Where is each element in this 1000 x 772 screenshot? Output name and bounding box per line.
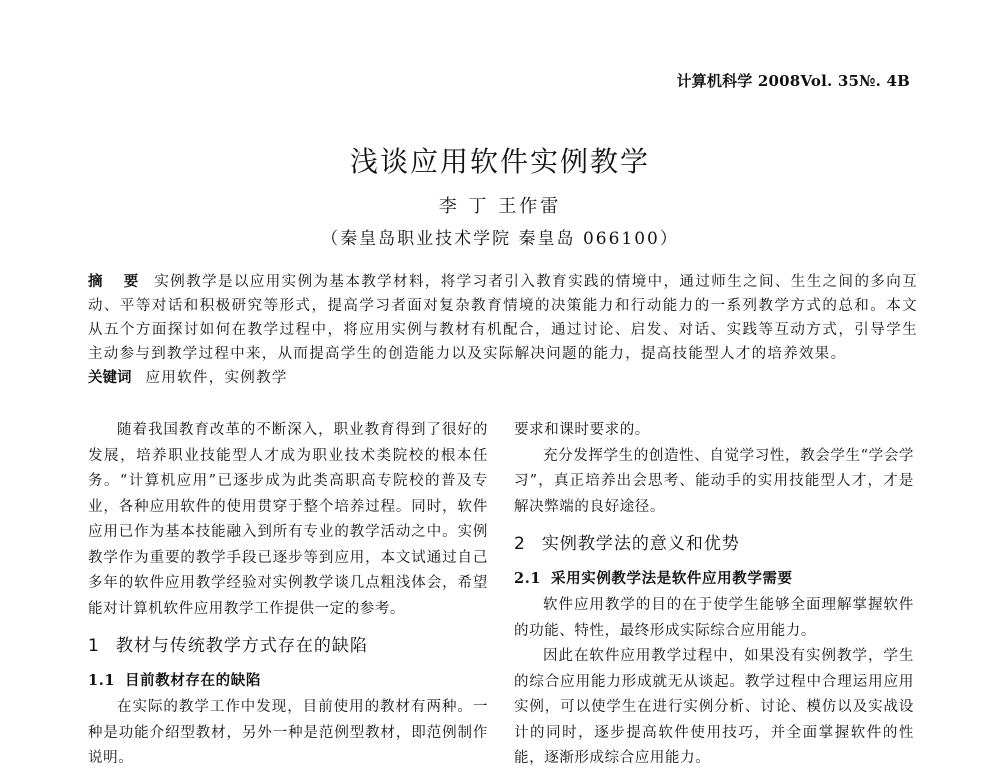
right-column xyxy=(514,418,914,772)
section-1-title: 教材与传统教学方式存在的缺陷 xyxy=(115,636,368,656)
section-1-heading xyxy=(88,634,488,660)
left-column xyxy=(88,418,488,772)
continued-paragraph: 要求和课时要求的。 xyxy=(514,422,650,438)
subsection-2-1-heading xyxy=(514,566,914,592)
section-2-title: 实例教学法的意义和优势 xyxy=(541,534,740,554)
right-paragraph-3: 因此在软件应用教学过程中，如果没有实例教学，学生的综合应用能力形成就无从谈起。教学过程中合理运用应用实例，可以使学生在进行实例分析、讨论、模仿以及实战设计的同时，逐步提高软件使用技巧，并全面掌握软件的性能，逐渐形成综合应用能力。 xyxy=(514,648,914,766)
abstract-block xyxy=(88,270,918,390)
right-paragraph-2: 软件应用教学的目的在于使学生能够全面理解掌握软件的功能、特性，最终形成实际综合应用能力。 xyxy=(514,597,914,639)
section-1-number: 1 xyxy=(88,636,100,656)
subsection-2-1-number: 2.1 xyxy=(514,569,542,587)
paper-title: 浅谈应用软件实例教学 xyxy=(349,145,650,178)
authors: 李 丁 王作雷 xyxy=(438,196,562,217)
subsection-2-1-title: 采用实例教学法是软件应用教学需要 xyxy=(551,569,793,587)
keywords-text: 应用软件，实例教学 xyxy=(145,370,288,386)
subsection-1-1-title: 目前教材存在的缺陷 xyxy=(125,671,261,689)
abstract-paragraph xyxy=(88,270,918,366)
section-2-number: 2 xyxy=(514,534,526,554)
journal-header: 计算机科学 2008Vol. 35№. 4B xyxy=(676,72,910,90)
section-2-heading xyxy=(514,532,914,558)
affiliation: （秦皇岛职业技术学院 秦皇岛 066100） xyxy=(321,229,679,249)
keywords-line xyxy=(88,366,918,390)
subsection-1-1-paragraph: 在实际的教学工作中发现，目前使用的教材有两种。一种是功能介绍型教材，另外一种是范例型教材，即范例制作说明。 xyxy=(88,699,488,766)
keywords-label: 关键词 xyxy=(88,369,132,386)
subsection-1-1-number: 1.1 xyxy=(88,671,116,689)
subsection-1-1-heading xyxy=(88,668,488,694)
abstract-text: 实例教学是以应用实例为基本教学材料，将学习者引入教育实践的情境中，通过师生之间、生生之间的多向互动、平等对话和积极研究等形式，提高学习者面对复杂教育情境的决策能力和行动能力的一系列教学方式的总和。本文从五个方面探讨如何在教学过程中，将应用实例与教材有机配合，通过讨论、启发、对话、实践等互动方式，引导学生主动参与到教学过程中来，从而提高学生的创造能力以及实际解决问题的能力，提高技能型人才的培养效果。 xyxy=(88,274,918,362)
right-paragraph-1: 充分发挥学生的创造性、自觉学习性，教会学生“学会学习”，真正培养出会思考、能动手的实用技能型人才，才是解决弊端的良好途径。 xyxy=(514,447,914,515)
abstract-label: 摘 要 xyxy=(88,273,147,290)
intro-paragraph: 随着我国教育改革的不断深入，职业教育得到了很好的发展，培养职业技能型人才成为职业技术类院校的根本任务。“计算机应用”已逐步成为此类高职高专院校的普及专业，各种应用软件的使用贯穿于整个培养过程。同时，软件应用已作为基本技能融入到所有专业的教学活动之中。实例教学作为重要的教学手段已逐步等到应用，本文试通过自己多年的软件应用教学经验对实例教学谈几点粗浅体会，希望能对计算机软件应用教学工作提供一定的参考。 xyxy=(88,422,488,617)
